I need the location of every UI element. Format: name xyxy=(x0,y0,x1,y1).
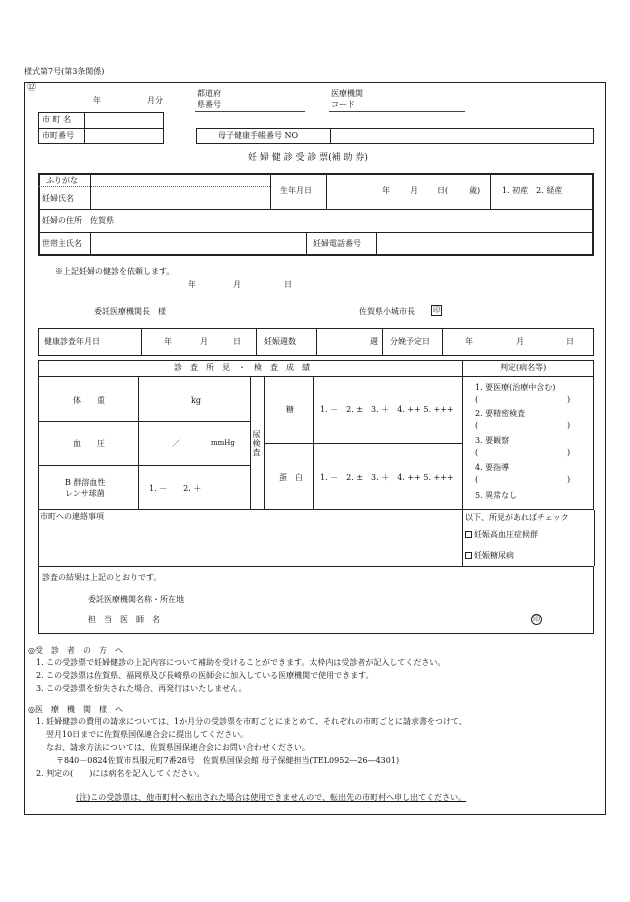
strep-label-2: レンサ球菌 xyxy=(65,489,105,498)
address-value[interactable]: 佐賀県 xyxy=(90,216,114,225)
household-head-field[interactable] xyxy=(92,234,304,254)
entrusted-to: 委託医療機関長 様 xyxy=(94,307,166,316)
maternal-handbook-field[interactable] xyxy=(331,129,593,143)
month-label: 月分 xyxy=(147,96,163,105)
checkbox-icon[interactable] xyxy=(465,531,472,538)
dob-year: 年 xyxy=(382,186,390,195)
weeks-label: 妊娠週数 xyxy=(264,337,296,346)
due-month: 月 xyxy=(516,337,524,346)
judgment-header: 判定(病名等) xyxy=(500,363,547,372)
institution-note-1c: なお、請求方法については、佐賀県国保連合会にお問い合わせください。 xyxy=(46,743,310,752)
judgment-4[interactable]: 4. 要指導 xyxy=(475,463,510,472)
exam-date-label: 健康診査年月日 xyxy=(44,337,100,346)
judgment-3[interactable]: 3. 要観察 xyxy=(475,436,510,445)
examinee-note-2: 2. この受診票は佐賀県、福岡県及び長崎県の医師会に加入している医療機関で使用できます。 xyxy=(36,671,374,680)
sugar-options[interactable]: 1. － 2. ± 3. ＋ 4. ++ 5. +++ xyxy=(320,405,454,414)
sugar-label: 糖 xyxy=(286,405,294,414)
check-diabetes[interactable]: 妊娠糖尿病 xyxy=(465,552,514,560)
prefecture-label-2: 県番号 xyxy=(197,100,221,109)
address-label: 妊婦の住所 xyxy=(42,216,82,225)
protein-label: 蛋 白 xyxy=(279,473,303,482)
name-field[interactable] xyxy=(92,188,268,208)
phone-field[interactable] xyxy=(378,234,592,254)
examinee-note-3: 3. この受診票を紛失された場合、再発行はいたしません。 xyxy=(36,684,247,693)
examinee-heading: ◎受 診 者 の 方 へ xyxy=(28,646,123,655)
request-day: 日 xyxy=(284,280,292,289)
institution-note-1b: 翌月10日までに佐賀県国保連合会に提出してください。 xyxy=(46,730,249,739)
strep-label-1: B 群溶血性 xyxy=(65,478,106,487)
contact-label: 市町への連絡事項 xyxy=(40,512,104,521)
name-label: 妊婦氏名 xyxy=(42,194,74,203)
form-id: 様式第7号(第3条関係) xyxy=(24,67,105,76)
weeks-unit: 週 xyxy=(370,337,378,346)
phone-label: 妊婦電話番号 xyxy=(313,239,361,248)
prefecture-label-1: 都道府 xyxy=(197,89,221,98)
check-hypertension[interactable]: 妊娠高血圧症候群 xyxy=(465,531,538,539)
dob-day: 日( xyxy=(437,186,449,195)
protein-options[interactable]: 1. － 2. ± 3. ＋ 4. ++ 5. +++ xyxy=(320,473,454,482)
city-number-label: 市町番号 xyxy=(42,131,74,140)
institution-address: 〒840－0824佐賀市呉服元町7番28号 佐賀県国保会館 母子保健担当(TEL0952―26―4301) xyxy=(56,756,400,765)
exam-year: 年 xyxy=(164,337,172,346)
request-month: 月 xyxy=(233,280,241,289)
examinee-note-1: 1. この受診票で妊婦健診の上記内容について補助を受けることができます。太枠内は受診者が記入してください。 xyxy=(36,658,446,667)
mayor-seal: 印 xyxy=(433,306,440,314)
request-text: ※上記妊婦の健診を依頼します。 xyxy=(55,267,175,276)
weight-label: 体 重 xyxy=(73,396,105,405)
due-day: 日 xyxy=(566,337,574,346)
bp-label: 血 圧 xyxy=(73,439,105,448)
dob-label: 生年月日 xyxy=(280,186,312,195)
due-year: 年 xyxy=(465,337,473,346)
judgment-2[interactable]: 2. 要精密検査 xyxy=(475,409,526,418)
exam-day: 日 xyxy=(233,337,241,346)
contact-field[interactable] xyxy=(40,524,460,564)
exam-month: 月 xyxy=(200,337,208,346)
checkbox-icon[interactable] xyxy=(465,552,472,559)
findings-header: 診 査 所 見 ・ 検 査 成 績 xyxy=(174,363,310,372)
furigana-label: ふりがな xyxy=(46,176,78,185)
city-number-field[interactable] xyxy=(85,129,163,143)
bp-slash: ／ xyxy=(172,439,180,448)
circle-number: ⑫ xyxy=(27,83,37,93)
medical-code-label-1: 医療機関 xyxy=(331,89,363,98)
institution-note-1: 1. 妊婦健診の費用の請求については、1か月分の受診票を市町ごとにまとめて、それぞれの市町ごとに請求書をつけて、 xyxy=(36,717,467,726)
strep-options[interactable]: 1. － 2. ＋ xyxy=(149,484,202,493)
judgment-1[interactable]: 1. 要医療(治療中含む) xyxy=(475,383,556,392)
city-name-field[interactable] xyxy=(85,113,163,127)
maternal-handbook-label: 母子健康手帳番号 NO xyxy=(218,131,299,140)
institution-heading: ◎医 療 機 関 様 へ xyxy=(28,705,123,714)
furigana-field[interactable] xyxy=(92,175,268,185)
mayor-name: 佐賀県小城市長 xyxy=(359,307,415,316)
result-text: 診査の結果は上記のとおりです。 xyxy=(42,573,162,582)
footer-note: (注)この受診票は、他市町村へ転出された場合は使用できませんので、転出先の市町村へ申し出てください。 xyxy=(76,793,467,802)
judgment-5[interactable]: 5. 異常なし xyxy=(475,491,518,500)
check-label: 以下、所見があればチェック xyxy=(465,513,569,522)
bp-unit: mmHg xyxy=(211,439,235,447)
request-year: 年 xyxy=(188,280,196,289)
doctor-seal: 印 xyxy=(533,615,540,623)
urine-test-label: 尿検査 xyxy=(252,430,261,457)
city-name-label: 市 町 名 xyxy=(42,115,72,124)
year-label: 年 xyxy=(93,96,101,105)
due-date-label: 分娩予定日 xyxy=(390,337,430,346)
household-head-label: 世帯主氏名 xyxy=(42,239,82,248)
facility-label: 委託医療機関名称・所在地 xyxy=(88,595,184,604)
institution-note-2: 2. 判定の( )には病名を記入してください。 xyxy=(36,769,205,778)
weight-unit: kg xyxy=(191,396,201,405)
parity-options[interactable]: 1. 初産 2. 経産 xyxy=(502,186,563,195)
dob-month: 月 xyxy=(410,186,418,195)
form-title: 妊 婦 健 診 受 診 票(補 助 券) xyxy=(248,153,368,163)
medical-code-label-2: コード xyxy=(331,100,355,109)
dob-age: 歳) xyxy=(469,186,481,195)
doctor-label: 担 当 医 師 名 xyxy=(88,615,160,624)
